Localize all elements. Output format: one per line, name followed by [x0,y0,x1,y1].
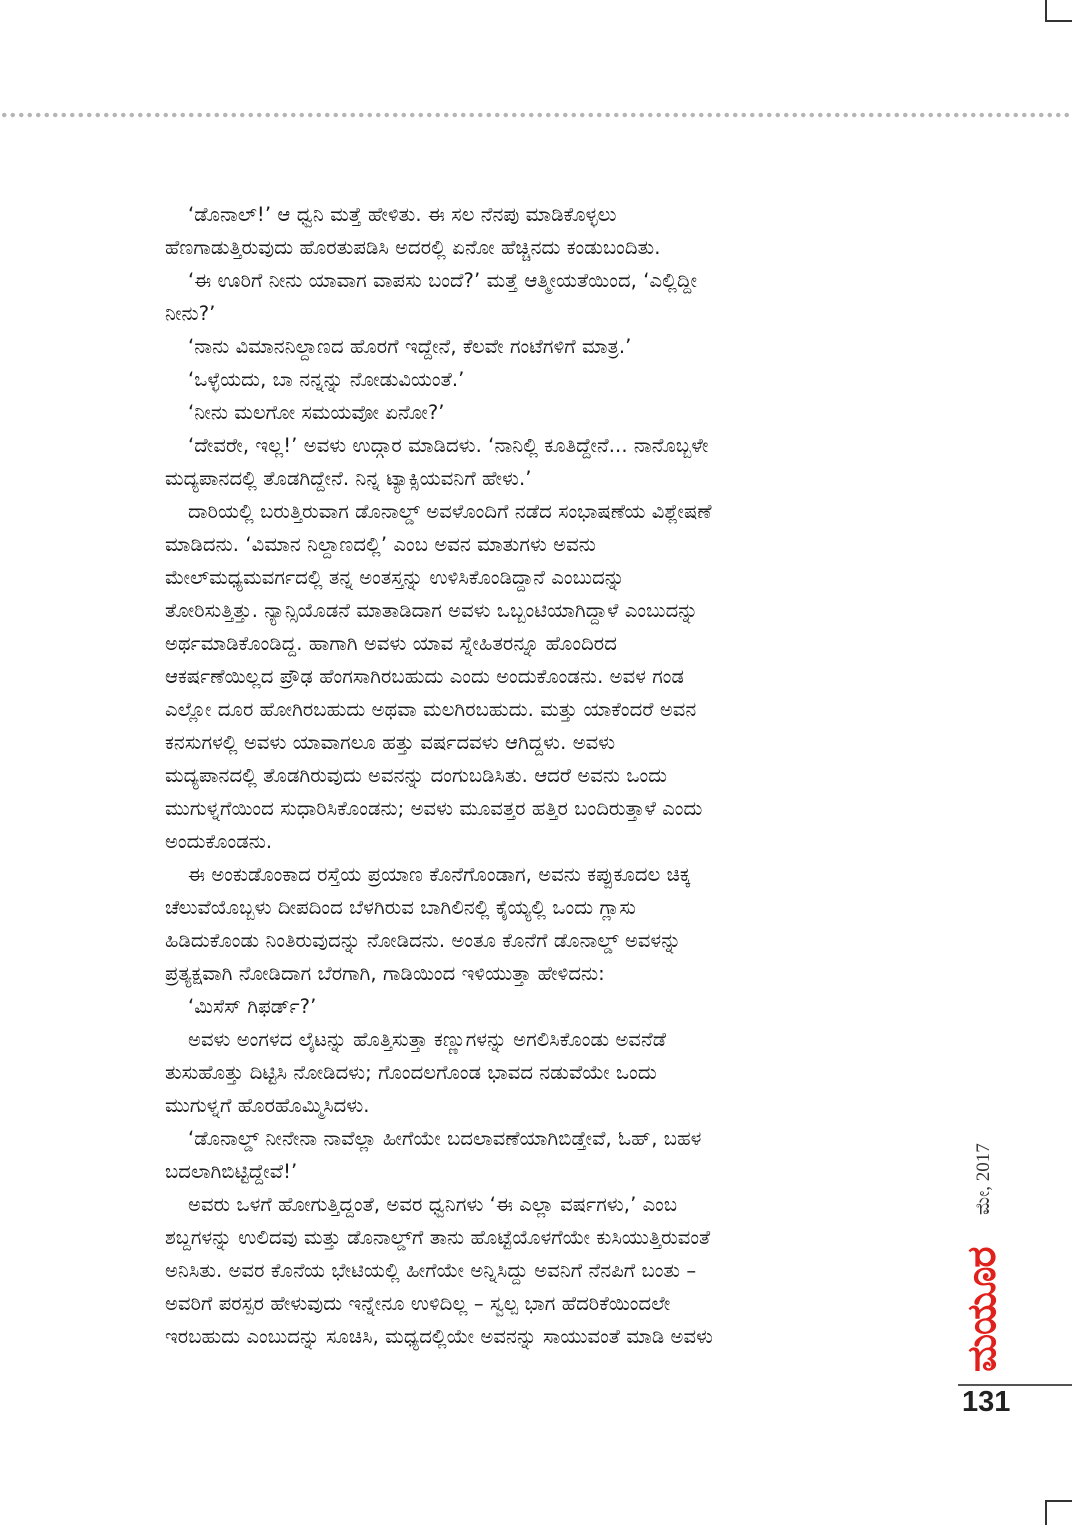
text-line: ಶಬ್ದಗಳನ್ನು ಉಲಿದವು ಮತ್ತು ಡೊನಾಲ್ಡ್‌ಗೆ ತಾನು ಹೊಟ್ಟೆಯೊಳಗೆಯೇ ಕುಸಿಯುತ್ತಿರುವಂತೆ [165,1226,711,1249]
text-line: ಅರ್ಥಮಾಡಿಕೊಂಡಿದ್ದ. ಹಾಗಾಗಿ ಅವಳು ಯಾವ ಸ್ನೇಹಿತರನ್ನೂ ಹೊಂದಿರದ [165,632,617,655]
text-line: ಮಾಡಿದನು. ‘ವಿಮಾನ ನಿಲ್ದಾಣದಲ್ಲಿ’ ಎಂಬ ಅವನ ಮಾತುಗಳು ಅವನು [165,533,596,556]
text-line: ಹೆಣಗಾಡುತ್ತಿರುವುದು ಹೊರತುಪಡಿಸಿ ಅದರಲ್ಲಿ ಏನೋ ಹೆಚ್ಚಿನದು ಕಂಡುಬಂದಿತು. [165,236,661,259]
text-line: ಅಂದುಕೊಂಡನು. [165,830,273,853]
text-line: ‘ಈ ಊರಿಗೆ ನೀನು ಯಾವಾಗ ವಾಪಸು ಬಂದೆ?’ ಮತ್ತೆ ಆತ್ಮೀಯತೆಯಿಂದ, ‘ಎಲ್ಲಿದ್ದೀ [188,269,698,292]
crop-mark-bottom-right [1045,1500,1047,1525]
text-line: ‘ದೇವರೇ, ಇಲ್ಲ!’ ಅವಳು ಉದ್ಗಾರ ಮಾಡಿದಳು. ‘ನಾನಿಲ್ಲಿ ಕೂತಿದ್ದೇನೆ... ನಾನೊಬ್ಬಳೇ [188,434,709,457]
text-line: ಅವರು ಒಳಗೆ ಹೋಗುತ್ತಿದ್ದಂತೆ, ಅವರ ಧ್ವನಿಗಳು ‘ಈ ಎಲ್ಲಾ ವರ್ಷಗಳು,’ ಎಂಬ [188,1193,678,1216]
text-line: ಮೇಲ್‌ಮಧ್ಯಮವರ್ಗದಲ್ಲಿ ತನ್ನ ಅಂತಸ್ತನ್ನು ಉಳಿಸಿಕೊಂಡಿದ್ದಾನೆ ಎಂಬುದನ್ನು [165,566,625,589]
text-line: ‘ಒಳ್ಳೆಯದು, ಬಾ ನನ್ನನ್ನು ನೋಡುವಿಯಂತೆ.’ [188,368,465,391]
text-line: ತೋರಿಸುತ್ತಿತ್ತು. ನ್ಯಾನ್ಸಿಯೊಡನೆ ಮಾತಾಡಿದಾಗ ಅವಳು ಒಬ್ಬಂಟಿಯಾಗಿದ್ದಾಳೆ ಎಂಬುದನ್ನು [165,599,699,622]
text-line: ಕನಸುಗಳಲ್ಲಿ ಅವಳು ಯಾವಾಗಲೂ ಹತ್ತು ವರ್ಷದವಳು ಆಗಿದ್ದಳು. ಅವಳು [165,731,616,754]
text-line: ‘ಡೊನಾಲ್ಡ್ ನೀನೇನಾ ನಾವೆಲ್ಲಾ ಹೀಗೆಯೇ ಬದಲಾವಣೆಯಾಗಿಬಿಡ್ತೇವೆ, ಓಹ್, ಬಹಳ [188,1127,702,1150]
text-line: ಹಿಡಿದುಕೊಂಡು ನಿಂತಿರುವುದನ್ನು ನೋಡಿದನು. ಅಂತೂ ಕೊನೆಗೆ ಡೊನಾಲ್ಡ್ ಅವಳನ್ನು [165,929,681,952]
text-line: ಅವಳು ಅಂಗಳದ ಲೈಟನ್ನು ಹೊತ್ತಿಸುತ್ತಾ ಕಣ್ಣುಗಳನ್ನು ಅಗಲಿಸಿಕೊಂಡು ಅವನೆಡೆ [188,1028,667,1051]
text-line: ಮದ್ಯಪಾನದಲ್ಲಿ ತೊಡಗಿರುವುದು ಅವನನ್ನು ದಂಗುಬಡಿಸಿತು. ಆದರೆ ಅವನು ಒಂದು [165,764,668,787]
text-line: ದಾರಿಯಲ್ಲಿ ಬರುತ್ತಿರುವಾಗ ಡೊನಾಲ್ಡ್ ಅವಳೊಂದಿಗೆ ನಡೆದ ಸಂಭಾಷಣೆಯ ವಿಶ್ಲೇಷಣೆ [188,500,712,523]
crop-mark-top-right [1045,20,1072,22]
text-line: ಅನಿಸಿತು. ಅವರ ಕೊನೆಯ ಭೇಟಿಯಲ್ಲಿ ಹೀಗೆಯೇ ಅನ್ನಿಸಿದ್ದು ಅವನಿಗೆ ನೆನಪಿಗೆ ಬಂತು – [165,1259,697,1282]
magazine-sidebar [945,1125,1025,1375]
dotted-header-rule [0,112,1072,118]
text-line: ಎಲ್ಲೋ ದೂರ ಹೋಗಿರಬಹುದು ಅಥವಾ ಮಲಗಿರಬಹುದು. ಮತ್ತು ಯಾಕೆಂದರೆ ಅವನ [165,698,697,721]
text-line: ತುಸುಹೊತ್ತು ದಿಟ್ಟಿಸಿ ನೋಡಿದಳು; ಗೊಂದಲಗೊಂಡ ಭಾವದ ನಡುವೆಯೇ ಒಂದು [165,1061,657,1084]
text-line: ಈ ಅಂಕುಡೊಂಕಾದ ರಸ್ತೆಯ ಪ್ರಯಾಣ ಕೊನೆಗೊಂಡಾಗ, ಅವನು ಕಪ್ಪುಕೂದಲ ಚಿಕ್ಕ [188,863,691,886]
article-body [165,198,925,1353]
text-line: ಅವರಿಗೆ ಪರಸ್ಪರ ಹೇಳುವುದು ಇನ್ನೇನೂ ಉಳಿದಿಲ್ಲ – ಸ್ವಲ್ಪ ಭಾಗ ಹೆದರಿಕೆಯಿಂದಲೇ [165,1292,671,1315]
text-line: ಮುಗುಳ್ನಗೆ ಹೊರಹೊಮ್ಮಿಸಿದಳು. [165,1094,370,1117]
text-line: ನೀನು?’ [165,302,216,325]
magazine-logo: ಮಯೂರ [959,1247,1005,1372]
text-line: ಬದಲಾಗಿಬಿಟ್ಟಿದ್ದೇವೆ!’ [165,1160,298,1183]
issue-date: ಮೇ, 2017 [973,1143,994,1215]
text-line: ‘ಡೊನಾಲ್!’ ಆ ಧ್ವನಿ ಮತ್ತೆ ಹೇಳಿತು. ಈ ಸಲ ನೆನಪು ಮಾಡಿಕೊಳ್ಳಲು [188,203,617,226]
page-number: 131 [962,1386,1011,1418]
text-line: ಮದ್ಯಪಾನದಲ್ಲಿ ತೊಡಗಿದ್ದೇನೆ. ನಿನ್ನ ಟ್ಯಾಕ್ಸಿಯವನಿಗೆ ಹೇಳು.’ [165,467,532,490]
crop-mark-top-right [1045,0,1047,22]
text-line: ಚೆಲುವೆಯೊಬ್ಬಳು ದೀಪದಿಂದ ಬೆಳಗಿರುವ ಬಾಗಿಲಿನಲ್ಲಿ ಕೈಯ್ಯಲ್ಲಿ ಒಂದು ಗ್ಲಾಸು [165,896,636,919]
text-line: ಮುಗುಳ್ನಗೆಯಿಂದ ಸುಧಾರಿಸಿಕೊಂಡನು; ಅವಳು ಮೂವತ್ತರ ಹತ್ತಿರ ಬಂದಿರುತ್ತಾಳೆ ಎಂದು [165,797,703,820]
text-line: ‘ಮಿಸೆಸ್ ಗಿಫರ್ಡ್?’ [188,995,317,1018]
text-line: ‘ನೀನು ಮಲಗೋ ಸಮಯವೋ ಏನೋ?’ [188,401,445,424]
text-line: ಪ್ರತ್ಯಕ್ಷವಾಗಿ ನೋಡಿದಾಗ ಬೆರಗಾಗಿ, ಗಾಡಿಯಿಂದ ಇಳಿಯುತ್ತಾ ಹೇಳಿದನು: [165,962,605,985]
text-line: ಆಕರ್ಷಣೆಯಿಲ್ಲದ ಪ್ರೌಢ ಹೆಂಗಸಾಗಿರಬಹುದು ಎಂದು ಅಂದುಕೊಂಡನು. ಅವಳ ಗಂಡ [165,665,685,688]
text-line: ‘ನಾನು ವಿಮಾನನಿಲ್ದಾಣದ ಹೊರಗೆ ಇದ್ದೇನೆ, ಕೆಲವೇ ಗಂಟೆಗಳಿಗೆ ಮಾತ್ರ.’ [188,335,632,358]
crop-mark-bottom-right [1045,1500,1072,1502]
text-line: ಇರಬಹುದು ಎಂಬುದನ್ನು ಸೂಚಿಸಿ, ಮಧ್ಯದಲ್ಲಿಯೇ ಅವನನ್ನು ಸಾಯುವಂತೆ ಮಾಡಿ ಅವಳು [165,1325,713,1348]
